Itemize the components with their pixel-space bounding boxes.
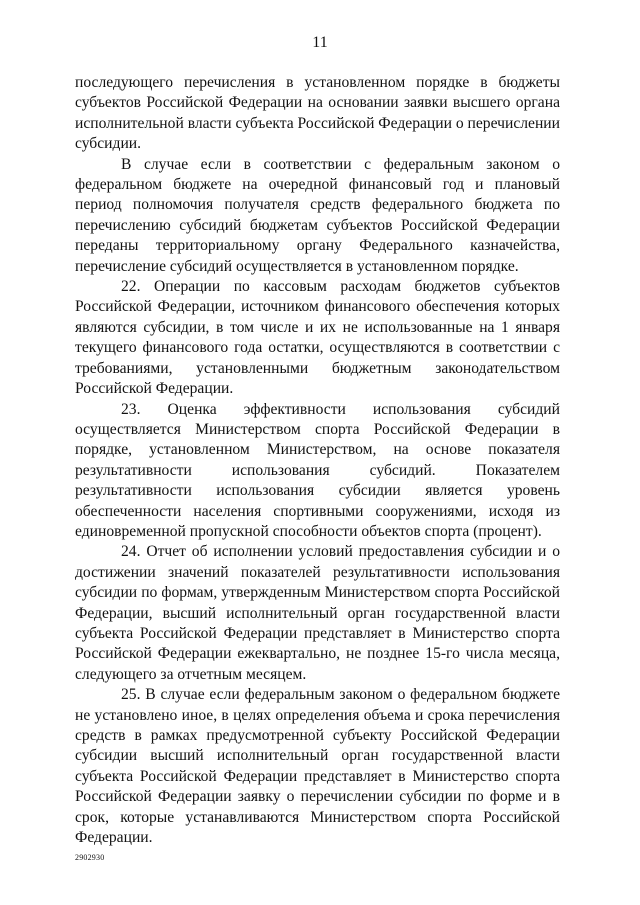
- page-number: 11: [312, 34, 328, 51]
- document-body: [75, 73, 560, 848]
- paragraph-item-22: 22. Операции по кассовым расходам бюджетов субъектов Российской Федерации, источником финансового обеспечения которых являются субсидии, в том числе и их не использованные на 1 января текущего финансового года остатки, осуществляются в соответствии с требованиями, установленными бюджетным законодательством Российской Федерации.: [75, 278, 560, 398]
- paragraph-item-24: 24. Отчет об исполнении условий предоставления субсидии и о достижении значений показателей результативности использования субсидии по формам, утвержденным Министерством спорта Российской Федерации, высший исполнительный орган государственной власти субъекта Российской Федерации представляет в Министерство спорта Российской Федерации ежеквартально, не позднее 15-го числа месяца, следующего за отчетным месяцем.: [75, 543, 560, 683]
- paragraph-item-25: 25. В случае если федеральным законом о федеральном бюджете не установлено иное, в целях определения объема и срока перечисления средств в рамках предусмотренной субъекту Российской Федерации субсидии высший исполнительный орган государственной власти субъекта Российской Федерации представляет в Министерство спорта Российской Федерации заявку о перечислении субсидии по форме и в срок, которые устанавливаются Министерством спорта Российской Федерации.: [75, 686, 560, 847]
- paragraph-treasury-transfer: В случае если в соответствии с федеральным законом о федеральном бюджете на очередной финансовый год и плановый период полномочия получателя средств федерального бюджета по перечислению субсидий бюджетам субъектов Российской Федерации переданы территориальному органу Федерального казначейства, перечисление субсидий осуществляется в установленном порядке.: [75, 155, 560, 275]
- paragraph-item-23: 23. Оценка эффективности использования субсидий осуществляется Министерством спорта Российской Федерации в порядке, установленном Министерством, на основе показателя результативности использования субсидий. Показателем результативности использования субсидии является уровень обеспеченности населения спортивными сооружениями, исходя из единовременной пропускной способности объектов спорта (процент).: [75, 400, 560, 540]
- paragraph-continuation: последующего перечисления в установленном порядке в бюджеты субъектов Российской Федерации на основании заявки высшего органа исполнительной власти субъекта Российской Федерации о перечислении субсидии.: [75, 74, 560, 153]
- document-code: 2902930: [75, 853, 105, 862]
